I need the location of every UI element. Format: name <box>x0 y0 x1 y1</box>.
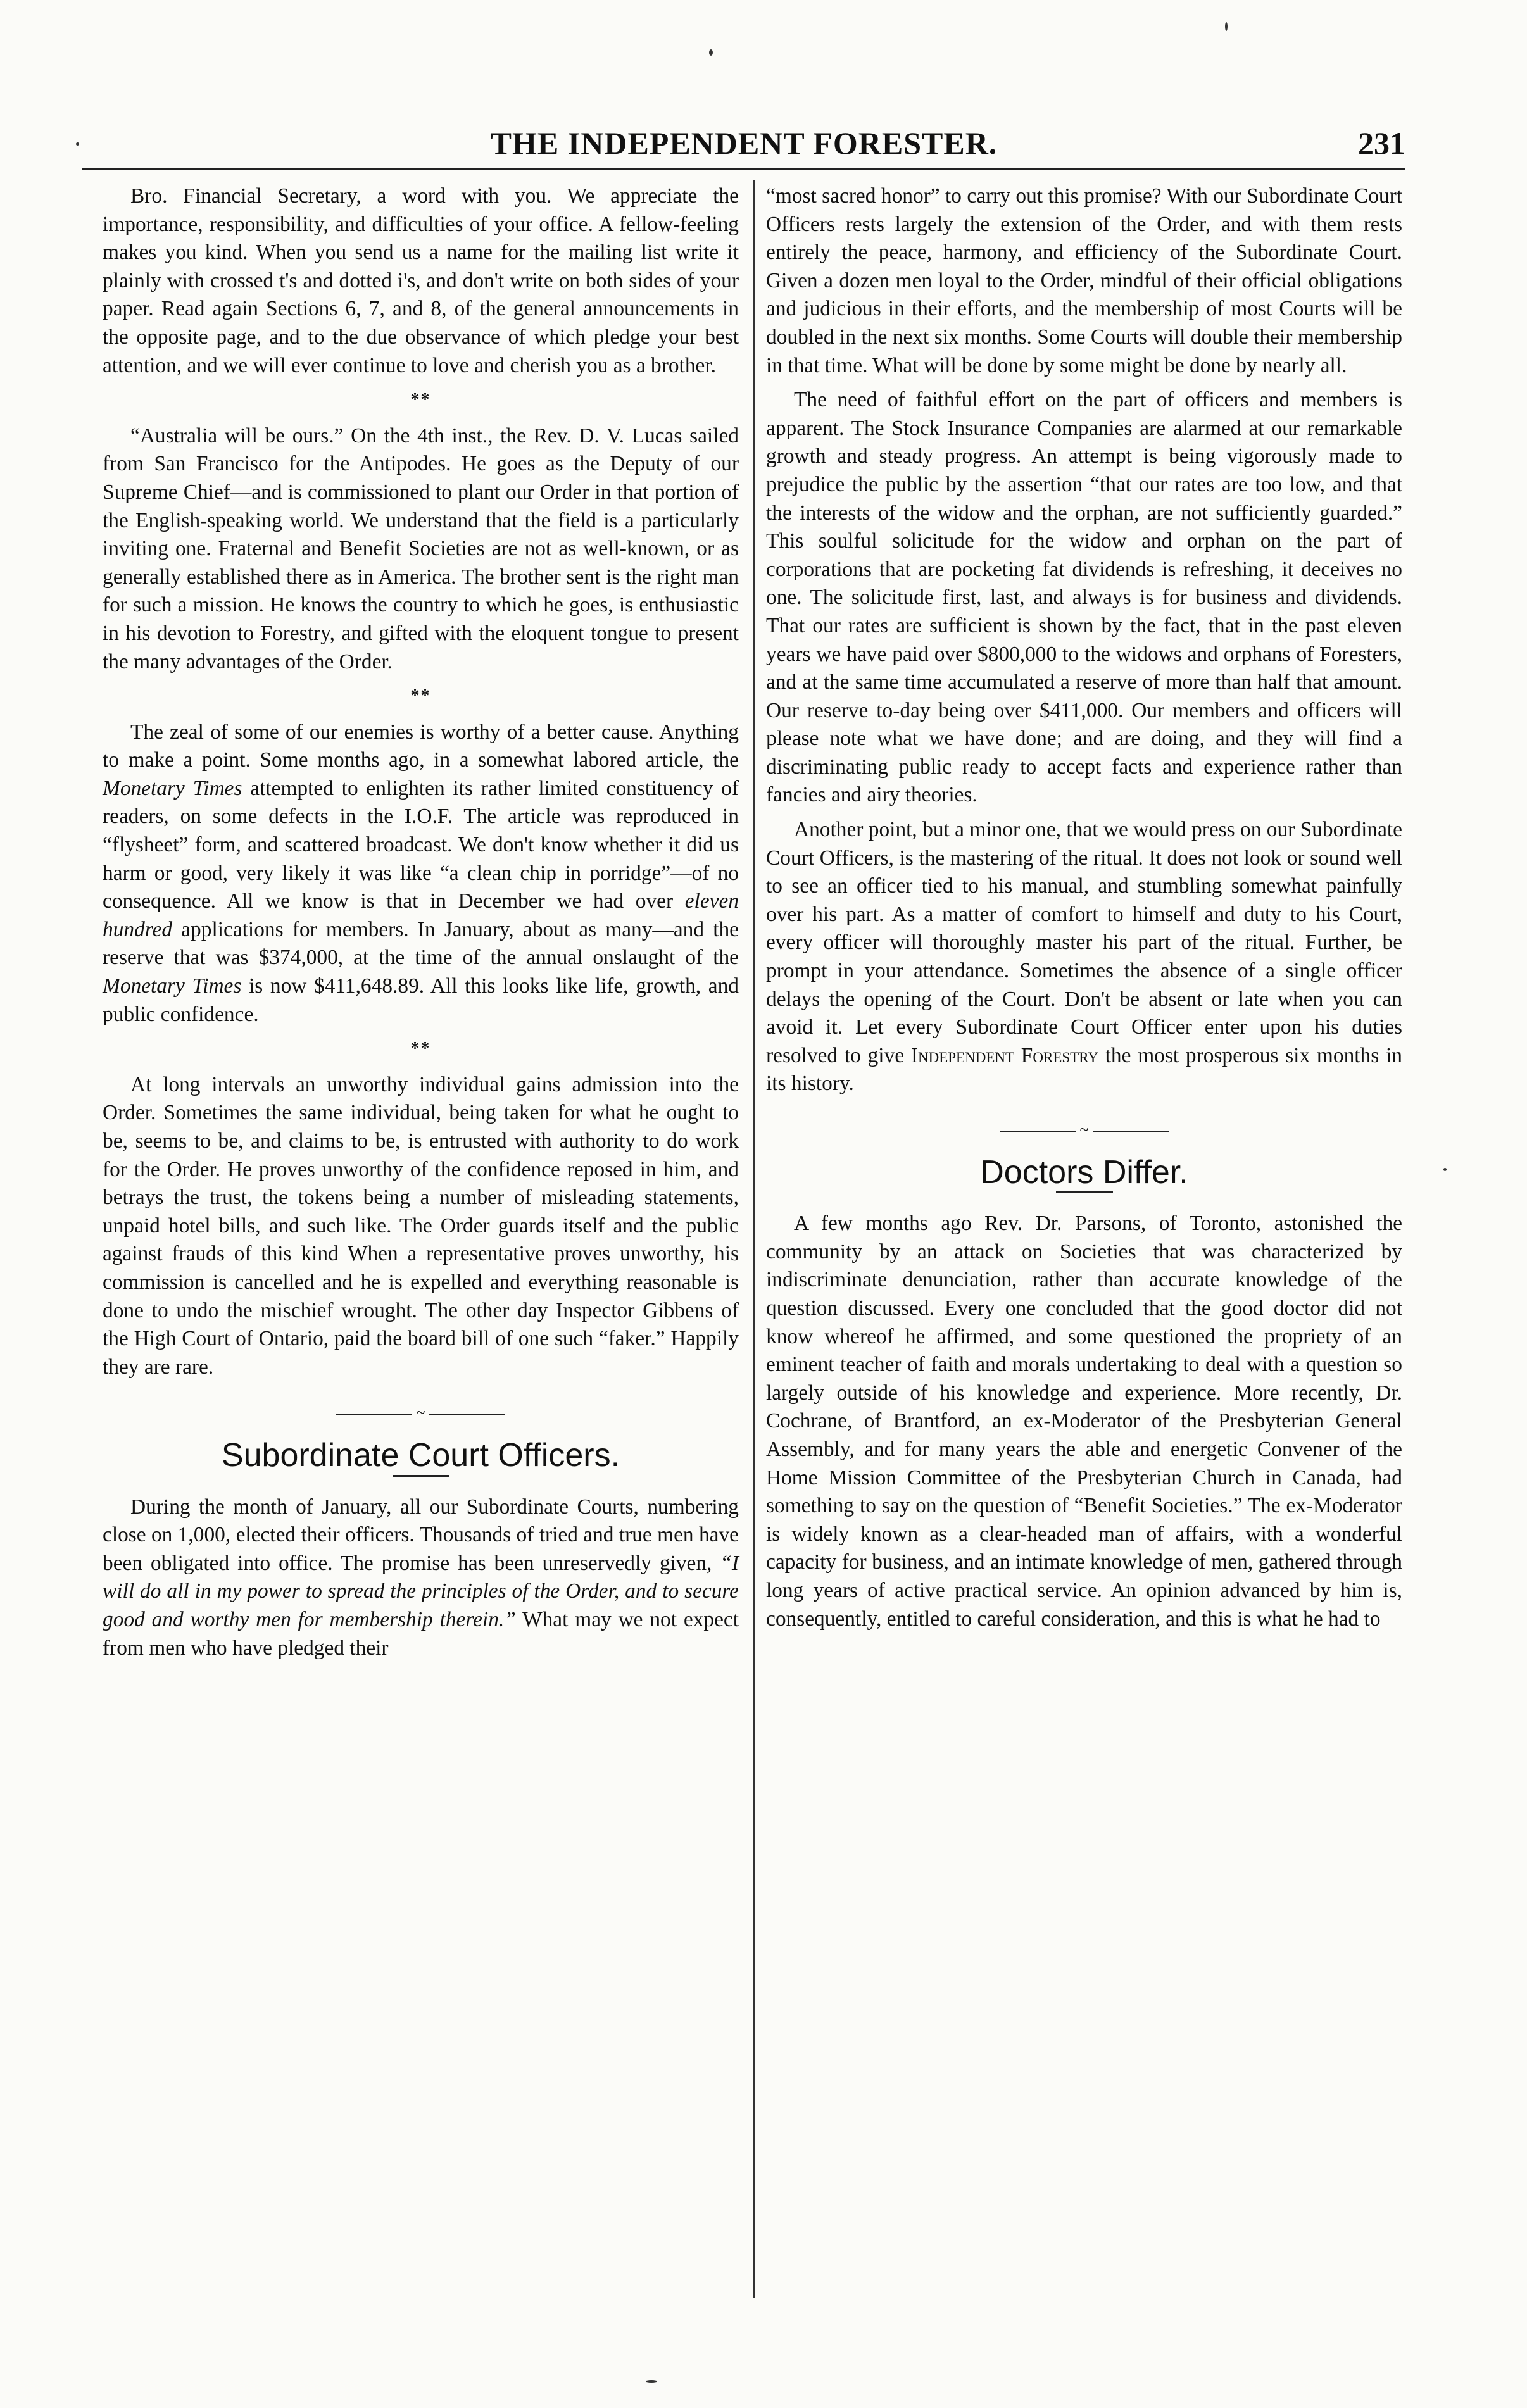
section-separator-stars: ** <box>410 686 431 706</box>
right-column <box>766 182 1402 1640</box>
section-separator-stars: ** <box>410 390 431 410</box>
paragraph-unworthy-individual: At long intervals an unworthy individual gains admission into the Order. Sometimes the same individual, being taken for what he ought to be, seems to be, and claims to be, is entrusted with authority to do work for the Order. He proves unworthy of the confidence reposed in him, and betrays the trust, the tokens being a number of misleading statements, unpaid hotel bills, and such like. The Order guards itself and the public against frauds of this kind When a representative proves unworthy, his commission is cancelled and he is expelled and everything reasonable is done to undo the mischief wrought. The other day Inspector Gibbens of the High Court of Ontario, paid the board bill of one such “faker.” Happily they are rare. <box>103 1072 739 1379</box>
paragraph-dr-parsons: A few months ago Rev. Dr. Parsons, of Toronto, astonished the community by an attack on Societies that was characterized by indiscriminate denunciation, rather than accurate knowledge of the question discussed. Every one concluded that the good doctor did not know whereof he affirmed, and some questioned the propriety of an eminent teacher of faith and morals undertaking to deal with a question so largely outside of his knowledge and experience. More recently, Dr. Cochrane, of Brantford, an ex-Moderator of the Presbyterian General Assembly, and for many years the able and energetic Convener of the Home Mission Committee of the Presbyterian Church in Canada, had something to say on the question of “Benefit Societies.” The ex-Moderator is widely known as a clear-headed man of affairs, with a wonderful capacity for business, and an intimate knowledge of men, gathered through long years of active practical service. An opinion advanced by him is, consequently, entitled to careful consideration, and this is what he had to <box>766 1212 1402 1631</box>
section-separator-stars: ** <box>410 1039 431 1059</box>
section-title-doctors-differ: Doctors Differ. <box>980 1153 1188 1191</box>
page-number: 231 <box>1358 125 1405 161</box>
paragraph-january-elections: During the month of January, all our Subordinate Courts, numbering close on 1,000, elected their officers. Thousands of tried and true men have been obligated into office. The promise has been unreservedly given, “I will do all in my power to spread the principles of the Order, and to secure good and worthy men for membership therein.” What may we not expect from men who have pledged their <box>103 1495 739 1660</box>
left-column <box>103 182 739 1669</box>
page-header <box>82 123 1405 170</box>
title-underline <box>1056 1191 1113 1193</box>
running-title: THE INDEPENDENT FORESTER. <box>490 125 998 161</box>
title-underline <box>393 1475 449 1477</box>
ornament-divider: ~ <box>103 1399 739 1427</box>
section-title-subordinate-court-officers: Subordinate Court Officers. <box>221 1436 620 1474</box>
ornament-divider: ~ <box>766 1116 1402 1144</box>
column-divider <box>753 180 755 2298</box>
scan-speck <box>709 49 713 56</box>
paragraph-ritual: Another point, but a minor one, that we would press on our Subordinate Court Officers, is the mastering of the ritual. It does not look or sound well to see an officer tied to his manual, and stumbling somewhat painfully over his part. As a matter of comfort to himself and duty to his Court, every officer will thoroughly master his part of the ritual. Further, be prompt in your attendance. Sometimes the absence of a single officer delays the opening of the Court. Don't be absent or late when you can avoid it. Let every Subordinate Court Officer enter upon his duties resolved to give Independent Forestry the most prosperous six months in its history. <box>766 818 1402 1096</box>
paragraph-australia: “Australia will be ours.” On the 4th inst., the Rev. D. V. Lucas sailed from San Francisco for the Antipodes. He goes as the Deputy of our Supreme Chief—and is commissioned to plant our Order in that portion of the English-speaking world. We understand that the field is a particularly inviting one. Fraternal and Benefit Societies are not as well-known, or as generally established there as in America. The brother sent is the right man for such a mission. He knows the country to which he goes, is enthusiastic in his devotion to Forestry, and gifted with the eloquent tongue to present the many advantages of the Order. <box>103 423 739 674</box>
scan-speck <box>76 142 79 146</box>
paragraph-monetary-times: The zeal of some of our enemies is worthy of a better cause. Anything to make a point. Some months ago, in a somewhat labored article, the Monetary Times attempted to enlighten its rather limited constituency of readers, on some defects in the I.O.F. The article was reproduced in “flysheet” form, and scattered broadcast. We don't know whether it did us harm or good, very likely it was like “a clean chip in porridge”—of no consequence. All we know is that in December we had over eleven hundred applications for members. In January, about as many—and the reserve that was $374,000, at the time of the annual onslaught of the Monetary Times is now $411,648.89. All this looks like life, growth, and public confidence. <box>103 720 739 1026</box>
scan-speck <box>646 2380 657 2383</box>
scan-speck <box>1443 1168 1447 1171</box>
scan-speck <box>1225 22 1228 31</box>
paragraph-faithful-effort: The need of faithful effort on the part of officers and members is apparent. The Stock Insurance Companies are alarmed at our remarkable growth and steady progress. An attempt is being vigorously made to prejudice the public by the assertion “that our rates are too low, and that the interests of the widow and the orphan, are not sufficiently guarded.” This soulful solicitude for the widow and orphan on the part of corporations that are pocketing fat dividends is refreshing, it deceives no one. The solicitude first, last, and always is for business and dividends. That our rates are sufficient is shown by the fact, that in the past eleven years we have paid over $800,000 to the widows and orphans of Foresters, and at the same time accumulated a reserve of more than half that amount. Our reserve to-day being over $411,000. Our members and officers will please note what we have done; and are doing, and they will find a discriminating public ready to accept facts and experience rather than fancies and airy theories. <box>766 388 1402 807</box>
paragraph-financial-secretary: Bro. Financial Secretary, a word with you. We appreciate the importance, responsibility, and difficulties of your office. A fellow-feeling makes you kind. When you send us a name for the mailing list write it plainly with crossed t's and dotted i's, and don't write on both sides of your paper. Read again Sections 6, 7, and 8, of the general announcements in the opposite page, and to the due observance of which pledge your best attention, and we will ever continue to love and cherish you as a brother. <box>103 184 739 377</box>
paragraph-sacred-honor: “most sacred honor” to carry out this promise? With our Subordinate Court Officers rests largely the extension of the Order, and with them rests entirely the peace, harmony, and efficiency of the Subordinate Court. Given a dozen men loyal to the Order, mindful of their official obligations and judicious in their efforts, and the membership of most Courts will be doubled in the next six months. Some Courts will double their membership in that time. What will be done by some might be done by nearly all. <box>766 184 1402 377</box>
